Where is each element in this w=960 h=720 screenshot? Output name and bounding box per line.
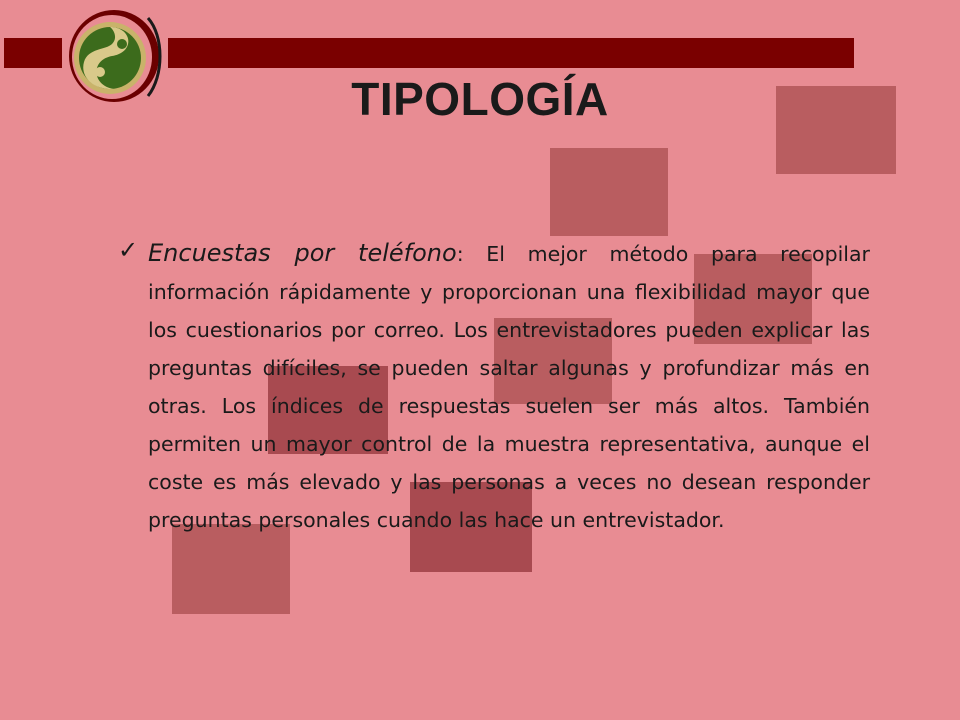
bullet-paragraph [148,234,870,539]
bullet-separator: : [456,242,487,266]
check-icon: ✓ [118,236,139,264]
decorative-square [550,148,668,236]
bullet-text: El mejor método para recopilar información rápidamente y proporcionan una flexibilidad mayor que los cuestionarios por correo. Los entrevistadores pueden explicar las preguntas difíciles, se pueden saltar algunas y profundizar más en otras. Los índices de respuestas suelen ser más altos. También permiten un mayor control de la muestra representativa, aunque el coste es más elevado y las personas a veces no desean responder preguntas personales cuando las hace un entrevistador. [148,242,870,532]
bullet-term: Encuestas por teléfono [148,239,457,267]
header-bar-right [168,38,854,68]
bullet-item [118,234,870,539]
slide-title: TIPOLOGÍA [351,73,609,125]
header-bar-left [4,38,62,68]
